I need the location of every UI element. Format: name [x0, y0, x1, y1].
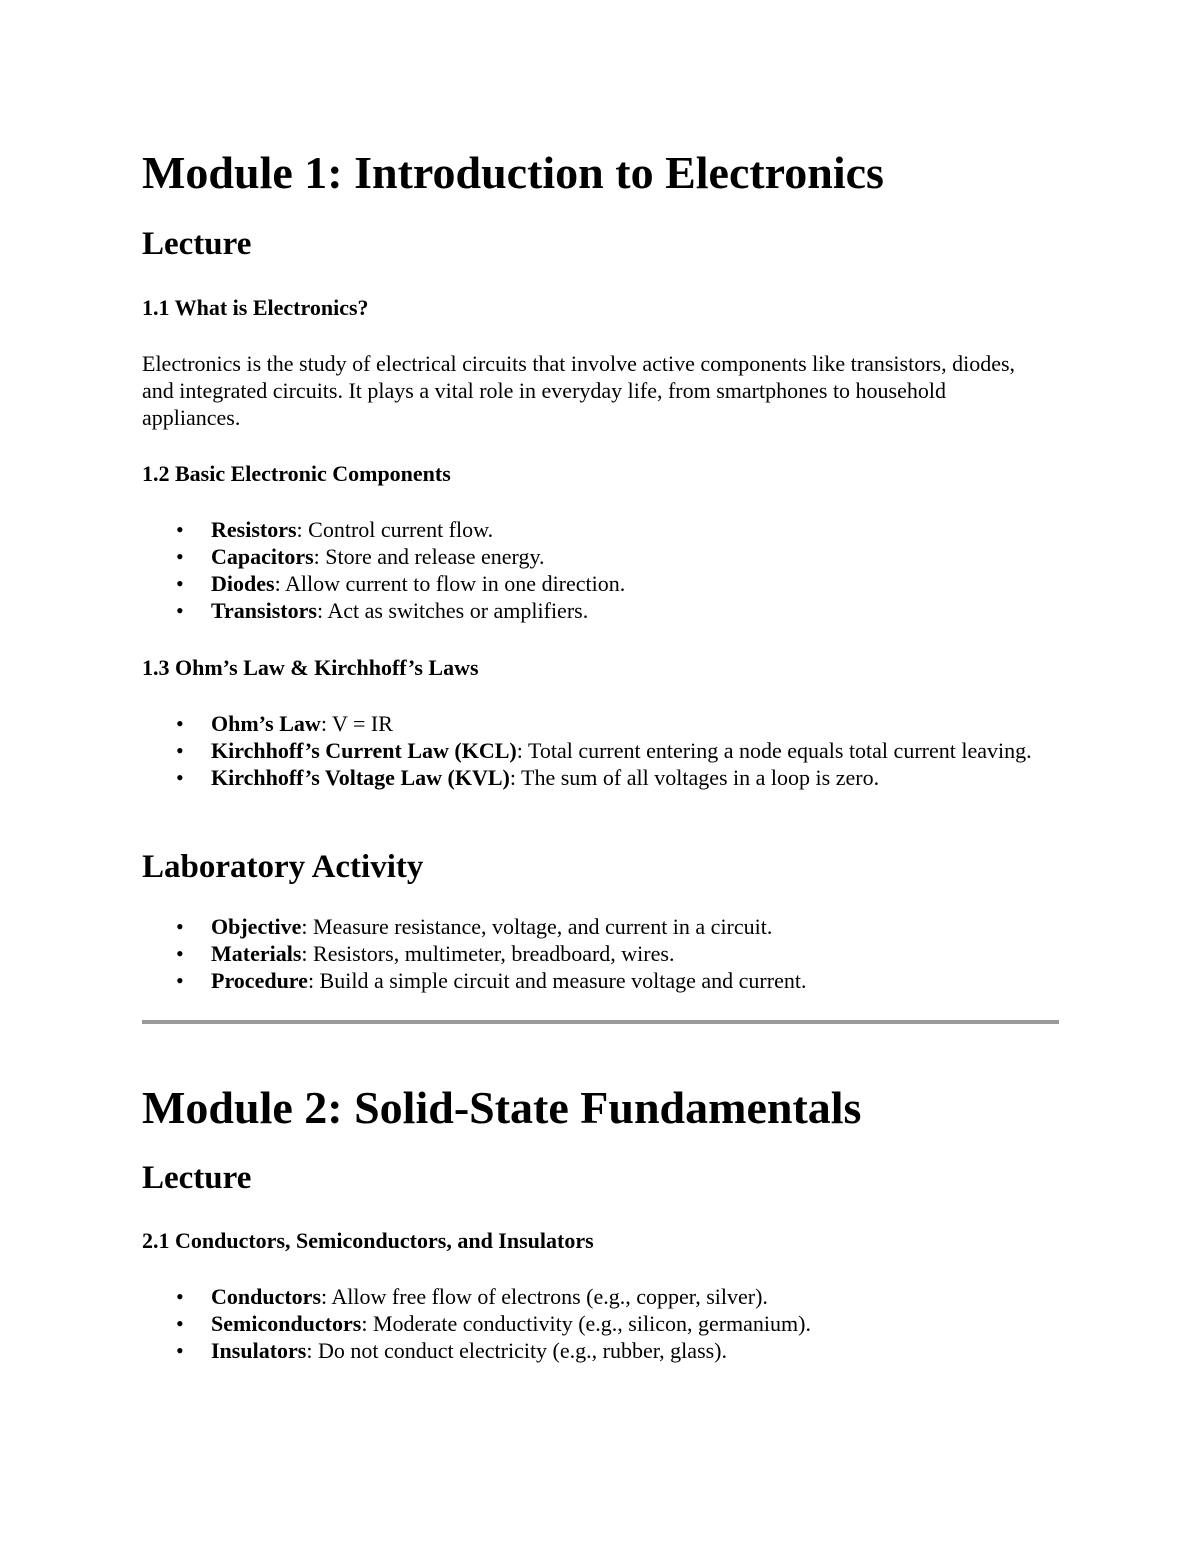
section-2-1-heading: 2.1 Conductors, Semiconductors, and Insulators [142, 1228, 594, 1253]
bullet-icon: • [176, 517, 184, 542]
section-1-2-heading: 1.2 Basic Electronic Components [142, 461, 451, 486]
item-term: Diodes [211, 571, 275, 596]
section-1-1-heading: 1.1 What is Electronics? [142, 295, 369, 320]
item-term: Ohm’s Law [211, 711, 321, 736]
section-1-1-paragraph: Electronics is the study of electrical circuits that involve active components like transistors, diodes, and integrated circuits. It plays a vital role in everyday life, from smartphones to household appliances. [142, 351, 1016, 430]
module-1-lecture-heading: Lecture [142, 226, 252, 262]
list-item [142, 737, 1042, 764]
list-item [142, 1283, 1042, 1310]
bullet-icon: • [176, 1338, 184, 1363]
item-term: Resistors [211, 517, 297, 542]
bullet-icon: • [176, 598, 184, 623]
laboratory-activity-heading: Laboratory Activity [142, 849, 424, 885]
horizontal-divider [142, 1020, 1059, 1024]
item-desc: : Act as switches or amplifiers. [316, 598, 589, 623]
bullet-icon: • [176, 914, 184, 939]
item-term: Conductors [211, 1284, 322, 1309]
item-term: Transistors [211, 598, 317, 623]
bullet-icon: • [176, 738, 184, 763]
item-term: Kirchhoff’s Voltage Law (KVL) [211, 765, 510, 790]
list-item [142, 913, 1042, 940]
bullet-icon: • [176, 571, 184, 596]
list-item [142, 597, 1042, 624]
list-item [142, 1310, 1042, 1337]
item-term: Materials [211, 941, 302, 966]
item-desc: : Allow free flow of electrons (e.g., copper, silver). [321, 1284, 768, 1309]
lab-list [142, 913, 1042, 994]
bullet-icon: • [176, 544, 184, 569]
item-desc: : Build a simple circuit and measure voltage and current. [307, 968, 807, 993]
item-term: Capacitors [211, 544, 314, 569]
item-term: Procedure [211, 968, 308, 993]
bullet-icon: • [176, 711, 184, 736]
module-2-lecture-heading: Lecture [142, 1160, 252, 1196]
item-term: Insulators [211, 1338, 307, 1363]
list-item [142, 1337, 1042, 1364]
list-item [142, 764, 1042, 791]
module-2-title: Module 2: Solid-State Fundamentals [142, 1082, 862, 1133]
module-1-title: Module 1: Introduction to Electronics [142, 147, 884, 198]
item-desc: : Store and release energy. [313, 544, 545, 569]
list-item [142, 710, 1042, 737]
item-desc: : Moderate conductivity (e.g., silicon, germanium). [361, 1311, 811, 1336]
bullet-icon: • [176, 941, 184, 966]
list-item [142, 543, 1042, 570]
list-item [142, 940, 1042, 967]
item-desc: : Measure resistance, voltage, and current in a circuit. [301, 914, 773, 939]
materials-list [142, 1283, 1042, 1364]
item-term: Semiconductors [211, 1311, 362, 1336]
laws-list [142, 710, 1042, 791]
bullet-icon: • [176, 765, 184, 790]
bullet-icon: • [176, 1284, 184, 1309]
list-item [142, 967, 1042, 994]
item-term: Kirchhoff’s Current Law (KCL) [211, 738, 517, 763]
section-1-3-heading: 1.3 Ohm’s Law & Kirchhoff’s Laws [142, 655, 479, 680]
list-item [142, 570, 1042, 597]
item-desc: : The sum of all voltages in a loop is zero. [509, 765, 880, 790]
bullet-icon: • [176, 968, 184, 993]
item-desc: : Allow current to flow in one direction. [274, 571, 626, 596]
item-desc: : Do not conduct electricity (e.g., rubber, glass). [306, 1338, 728, 1363]
item-desc: : Total current entering a node equals total current leaving. [516, 738, 1032, 763]
item-desc: : Control current flow. [296, 517, 494, 542]
item-desc: : V = IR [320, 711, 393, 736]
item-desc: : Resistors, multimeter, breadboard, wires. [301, 941, 675, 966]
list-item [142, 516, 1042, 543]
bullet-icon: • [176, 1311, 184, 1336]
item-term: Objective [211, 914, 302, 939]
components-list [142, 516, 1042, 624]
